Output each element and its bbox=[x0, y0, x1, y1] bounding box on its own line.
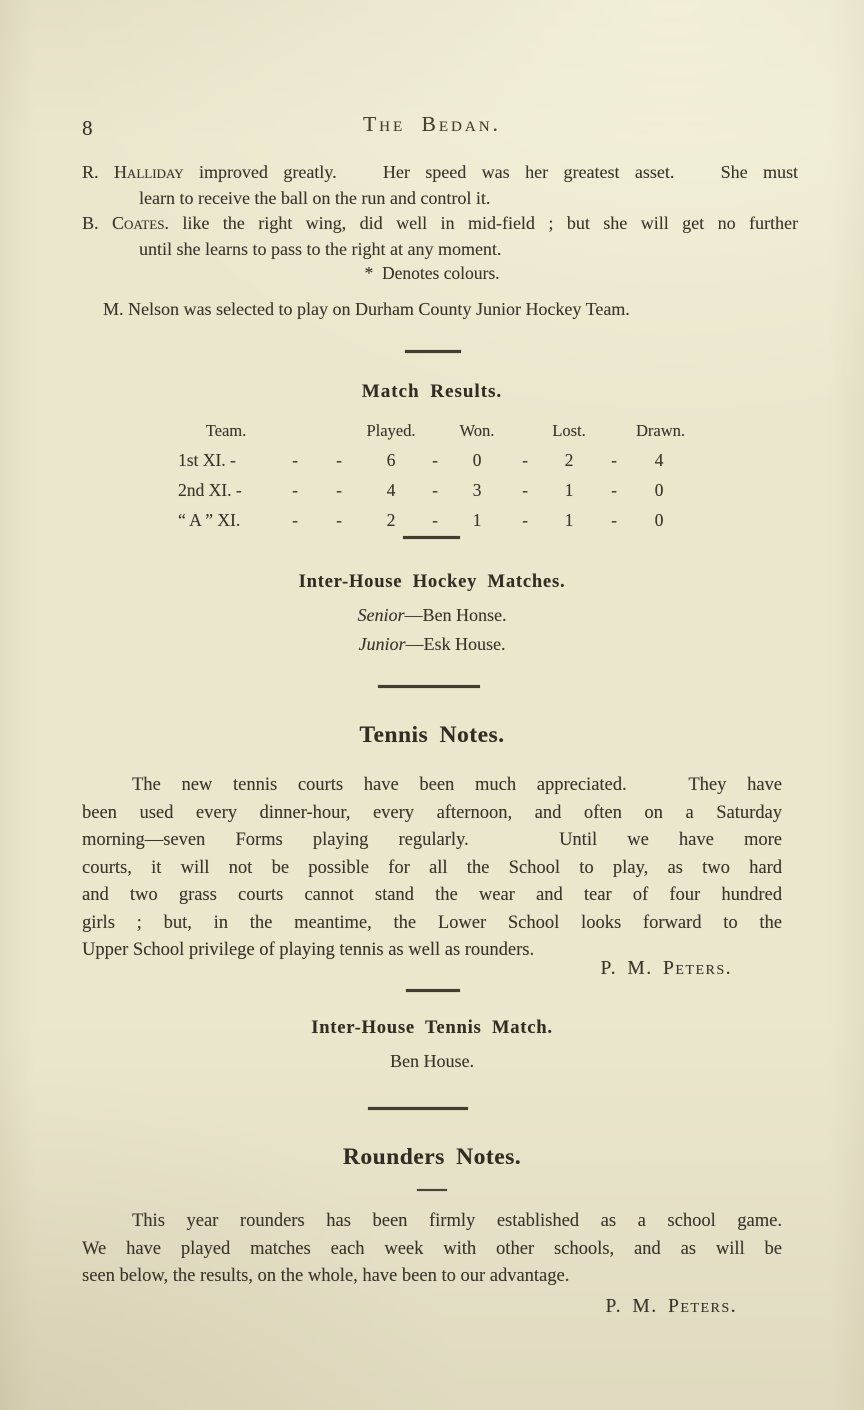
paragraph-line: girls ; but, in the meantime, the Lower School looks forward to the bbox=[82, 912, 782, 933]
comment-text: like the right wing, did well in mid-field ; but she will get no further bbox=[182, 213, 799, 233]
team-cell: 1st XI. - bbox=[178, 449, 236, 470]
paragraph-line: Upper School privilege of playing tennis as well as rounders. bbox=[82, 940, 535, 960]
paragraph-line: This year rounders has been firmly established as a school game. bbox=[132, 1211, 782, 1231]
dash-cell: - bbox=[522, 479, 528, 500]
paragraph-line: morning—seven Forms playing regularly. Until we have more bbox=[82, 830, 782, 850]
paragraph-line: courts, it will not be possible for all the School to play, as two hard bbox=[82, 857, 782, 878]
player-initial: R. bbox=[82, 162, 99, 182]
rounders-notes-heading: Rounders Notes. bbox=[342, 1144, 522, 1170]
dash-cell: - bbox=[336, 479, 342, 500]
tennis-paragraph bbox=[82, 772, 782, 965]
won-cell: 0 bbox=[472, 449, 482, 470]
lost-cell: 1 bbox=[564, 479, 574, 500]
junior-winner: —Esk House. bbox=[405, 634, 506, 654]
column-header-won: Won. bbox=[459, 421, 495, 440]
colours-footnote: * Denotes colours. bbox=[364, 263, 500, 283]
table-row bbox=[178, 475, 682, 505]
dash-cell: - bbox=[611, 449, 617, 470]
player-initial: B. bbox=[82, 213, 99, 233]
paragraph-line: The new tennis courts have been much appreciated. They have bbox=[132, 775, 782, 795]
table-row bbox=[178, 445, 682, 475]
senior-hockey-result bbox=[82, 605, 782, 626]
player-name: Coates. bbox=[111, 213, 169, 233]
dash-cell: - bbox=[522, 509, 528, 530]
lost-cell: 2 bbox=[564, 449, 574, 470]
player-comment bbox=[82, 211, 798, 262]
dash-cell: - bbox=[292, 449, 298, 470]
drawn-cell: 4 bbox=[654, 449, 664, 470]
section-divider bbox=[378, 685, 480, 688]
comment-text: improved greatly. Her speed was her greatest asset. She must bbox=[198, 162, 799, 182]
section-divider bbox=[403, 536, 460, 539]
dash-cell: - bbox=[432, 479, 438, 500]
comment-line: until she learns to pass to the right at any moment. bbox=[139, 238, 502, 259]
tennis-winner: Ben House. bbox=[390, 1051, 474, 1071]
player-name: Halliday bbox=[113, 162, 184, 182]
comment-line bbox=[82, 211, 798, 237]
dash-cell: - bbox=[611, 479, 617, 500]
match-results-table bbox=[178, 419, 686, 535]
dash-cell: - bbox=[611, 509, 617, 530]
paragraph-line: been used every dinner-hour, every afternoon, and often on a Saturday bbox=[82, 802, 782, 823]
dash-cell: - bbox=[432, 449, 438, 470]
comment-line: learn to receive the ball on the run and control it. bbox=[139, 187, 491, 208]
author-signature: P. M. Peters. bbox=[605, 1296, 737, 1317]
drawn-cell: 0 bbox=[654, 479, 664, 500]
column-header-played: Played. bbox=[366, 421, 416, 440]
dash-cell: - bbox=[292, 509, 298, 530]
paragraph-line: We have played matches each week with other schools, and as will be bbox=[82, 1238, 782, 1259]
paragraph-line: and two grass courts cannot stand the wear and tear of four hundred bbox=[82, 885, 782, 905]
played-cell: 2 bbox=[386, 509, 396, 530]
table-header-row bbox=[178, 419, 686, 443]
section-divider bbox=[405, 350, 461, 353]
senior-winner: —Ben Honse. bbox=[404, 605, 507, 625]
dash-cell: - bbox=[522, 449, 528, 470]
played-cell: 6 bbox=[386, 449, 396, 470]
column-header-lost: Lost. bbox=[552, 421, 586, 440]
page-title: The Bedan. bbox=[363, 112, 501, 136]
team-cell: “ A ” XI. bbox=[178, 509, 241, 530]
table-row bbox=[178, 505, 682, 535]
player-comment bbox=[82, 160, 798, 211]
inter-house-tennis-title: Inter-House Tennis Match. bbox=[311, 1018, 553, 1038]
senior-label: Senior bbox=[357, 605, 405, 625]
column-header-team: Team. bbox=[205, 421, 247, 440]
drawn-cell: 0 bbox=[654, 509, 664, 530]
junior-label: Junior bbox=[358, 634, 406, 654]
section-divider bbox=[368, 1107, 468, 1110]
team-cell: 2nd XI. - bbox=[178, 479, 242, 500]
paragraph-line: seen below, the results, on the whole, have been to our advantage. bbox=[82, 1266, 570, 1286]
won-cell: 1 bbox=[472, 509, 482, 530]
played-cell: 4 bbox=[386, 479, 396, 500]
column-header-drawn: Drawn. bbox=[636, 421, 686, 440]
match-results-title: Match Results. bbox=[361, 381, 503, 402]
dash-cell: - bbox=[336, 509, 342, 530]
page-number: 8 bbox=[82, 116, 93, 140]
dash-cell: - bbox=[336, 449, 342, 470]
county-selection-note: M. Nelson was selected to play on Durham County Junior Hockey Team. bbox=[103, 299, 630, 319]
dash-cell: - bbox=[292, 479, 298, 500]
won-cell: 3 bbox=[472, 479, 482, 500]
heading-underline bbox=[417, 1189, 447, 1191]
tennis-notes-heading: Tennis Notes. bbox=[359, 722, 505, 748]
section-divider bbox=[406, 989, 460, 992]
author-signature: P. M. Peters. bbox=[600, 958, 732, 979]
junior-hockey-result bbox=[82, 634, 782, 655]
rounders-paragraph bbox=[82, 1208, 782, 1291]
comment-line bbox=[82, 160, 798, 186]
inter-house-hockey-title: Inter-House Hockey Matches. bbox=[298, 572, 566, 592]
dash-cell: - bbox=[432, 509, 438, 530]
lost-cell: 1 bbox=[564, 509, 574, 530]
